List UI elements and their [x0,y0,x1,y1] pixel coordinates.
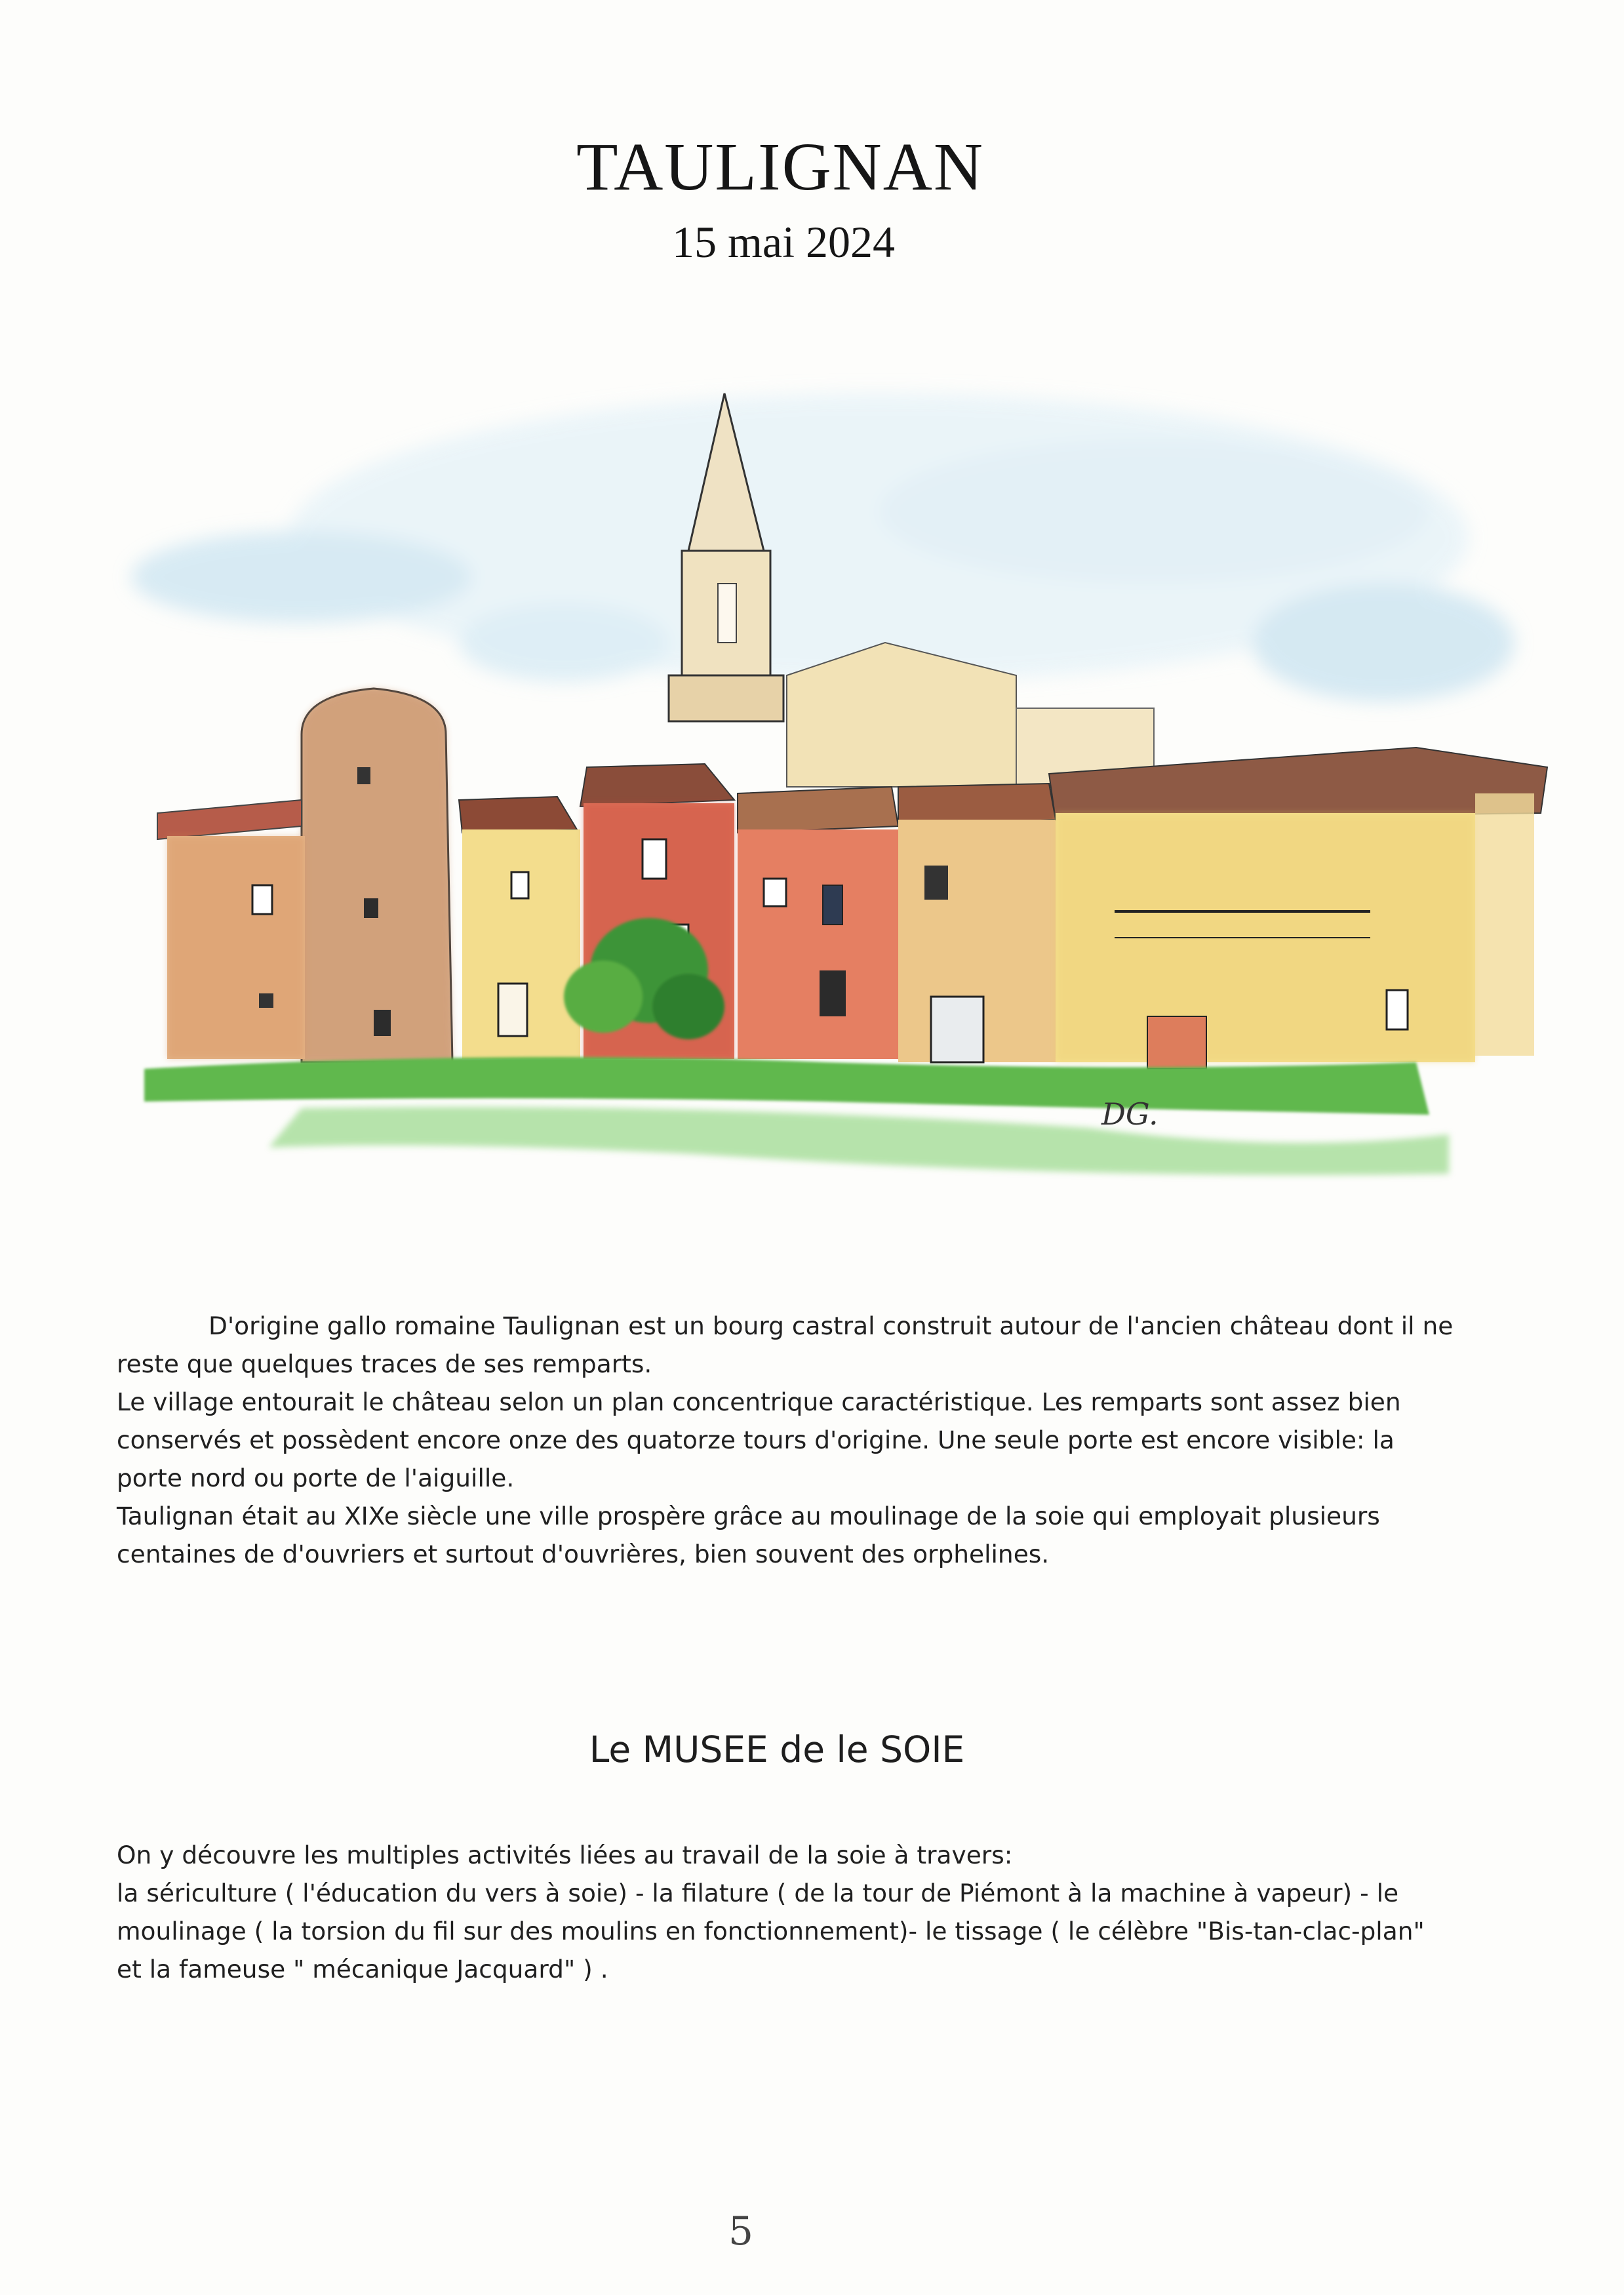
long-yellow-building [1049,748,1547,1069]
museum-text [117,1836,1454,1988]
village-watercolor [105,367,1574,1298]
salmon-house [738,787,898,1059]
yellow-house [459,797,580,1059]
right-building [1475,793,1534,1056]
page-date: 15 mai 2024 [672,217,895,267]
village-watercolor-illustration [105,367,1574,1298]
museum-paragraph-1: On y découvre les multiples activités liées au travail de la soie à travers: [117,1841,1013,1869]
round-tower [302,688,452,1062]
page-title: TAULIGNAN [576,129,984,205]
intro-text [117,1307,1454,1573]
grass-bank [144,1057,1449,1175]
museum-paragraph-2: la sériculture ( l'éducation du vers à soie) - la filature ( de la tour de Piémont à la machine à vapeur) - le moulinage ( la torsion du fil sur des moulins en fonctionnement)- le tissage ( le célèbre "Bis-tan-clac-plan" et la fameuse " mécanique Jacquard" ) . [117,1879,1425,1984]
museum-section-title: Le MUSEE de le SOIE [589,1728,965,1770]
page-number: 5 [728,2208,754,2254]
left-house [157,800,305,1059]
intro-paragraph-2: Le village entourait le château selon un plan concentrique caractéristique. Les remparts sont assez bien conservés et possèdent encore onze des quatorze tours d'origine. Une seule porte est encore visible: la porte nord ou porte de l'aiguille. [117,1387,1401,1492]
ochre-house [898,784,1056,1062]
intro-paragraph-3: Taulignan était au XIXe siècle une ville prospère grâce au moulinage de la soie qui employait plusieurs centaines de d'ouvriers et surtout d'ouvrières, bien souvent des orphelines. [117,1502,1380,1568]
artist-signature: DG. [1101,1096,1159,1132]
sky-wash [131,393,1515,702]
intro-paragraph-1: D'origine gallo romaine Taulignan est un bourg castral construit autour de l'ancien château dont il ne reste que quelques traces de ses remparts. [117,1311,1454,1378]
